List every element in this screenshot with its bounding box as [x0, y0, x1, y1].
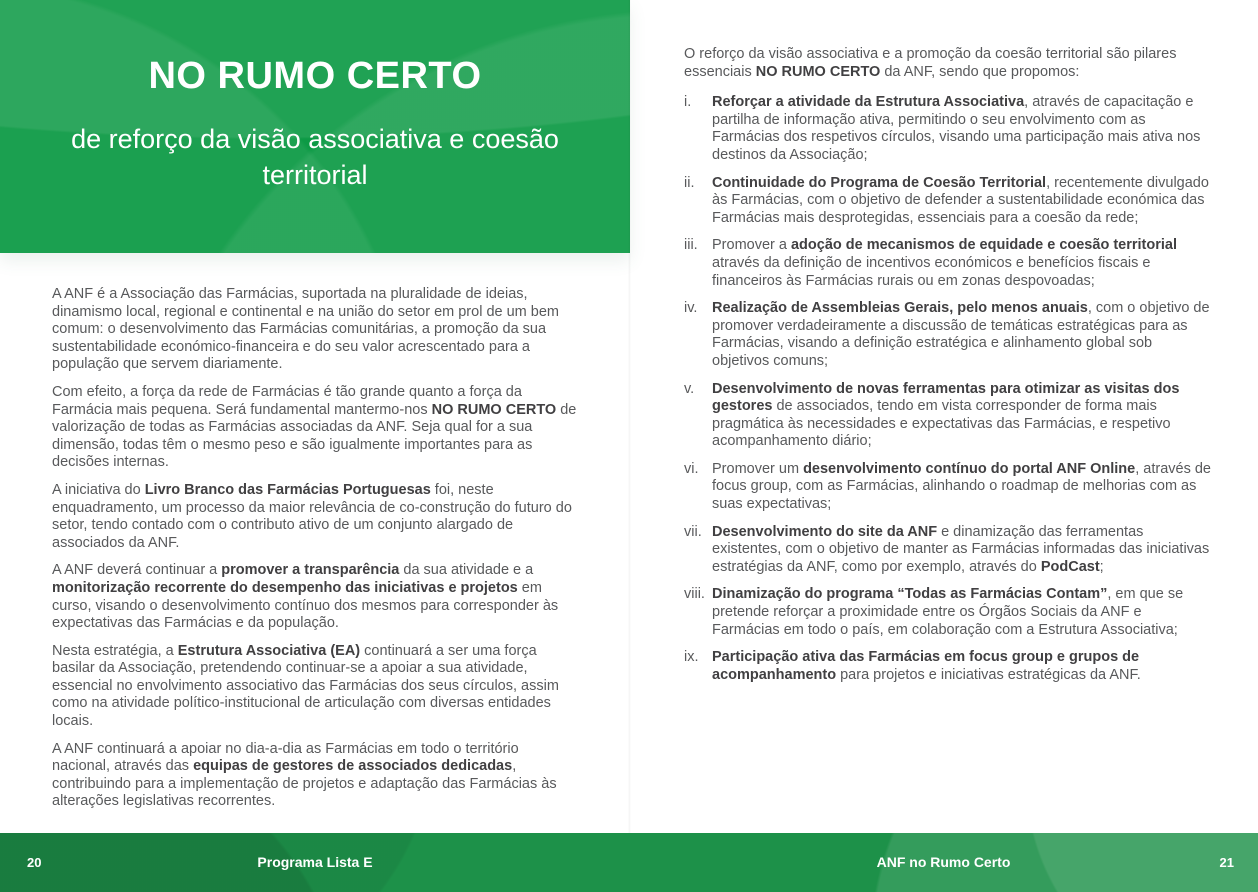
- list-numeral: iv.: [684, 300, 698, 317]
- list-text: Reforçar a atividade da Estrutura Associativa, através de capacitação e partilha de informação ativa, permitindo o seu envolvimento com as Farmácias dos respetivos círculos, visando uma participação mais ativa nos destinos da Associação;: [712, 94, 1201, 163]
- list-numeral: vii.: [684, 523, 702, 540]
- body-paragraph: A iniciativa do Livro Branco das Farmácias Portuguesas foi, neste enquadramento, um processo da maior relevância de co-construção do futuro do setor, tendo contado com o contributo ativo de um conjunto alargado de associados da ANF.: [52, 481, 572, 551]
- list-numeral: v.: [684, 380, 695, 397]
- list-text: Promover um desenvolvimento contínuo do portal ANF Online, através de focus group, com as Farmácias, alinhando o roadmap de melhorias com as suas expectativas;: [712, 460, 1211, 513]
- list-item: [684, 524, 1211, 577]
- list-text: Participação ativa das Farmácias em focus group e grupos de acompanhamento para projetos e iniciativas estratégicas da ANF.: [712, 649, 1141, 683]
- list-item: [684, 381, 1211, 451]
- page-number-right: 21: [1219, 855, 1234, 870]
- list-item: [684, 300, 1211, 370]
- list-text: Promover a adoção de mecanismos de equidade e coesão territorial através da definição de incentivos económicos e benefícios fiscais e financeiros às Farmácias rurais ou em zonas despovoadas;: [712, 237, 1177, 289]
- footer-section-label-left: Programa Lista E: [257, 854, 373, 870]
- list-numeral: i.: [684, 94, 692, 111]
- intro-paragraph: O reforço da visão associativa e a promoção da coesão territorial são pilares essenciais NO RUMO CERTO da ANF, sendo que propomos:: [684, 46, 1177, 80]
- list-item: [684, 461, 1211, 514]
- body-paragraph: Nesta estratégia, a Estrutura Associativa (EA) continuará a ser uma força basilar da Associação, pretendendo continuar-se a apoiar a sua atividade, essencial no envolvimento associativo das Farmácias dos seus círculos, assim como na atividade político-institucional de articulação com diversas entidades locais.: [52, 642, 559, 730]
- body-paragraph: Com efeito, a força da rede de Farmácias é tão grande quanto a força da Farmácia mais pequena. Será fundamental mantermo-nos NO RUMO CERTO de valorização de todas as Farmácias associadas da ANF. Seja qual for a sua dimensão, todas têm o mesmo peso e são igualmente importantes para as decisões internas.: [52, 383, 577, 471]
- footer-section-label-right: ANF no Rumo Certo: [876, 854, 1011, 870]
- roman-numeral-list: [684, 94, 1211, 684]
- list-text: Continuidade do Programa de Coesão Territorial, recentemente divulgado às Farmácias, com o objetivo de defender a sustentabilidade económica das Farmácias mais desprotegidas, essenciais para a coesão da rede;: [712, 174, 1209, 226]
- right-page-body: [684, 46, 1211, 694]
- footer-bar: [0, 833, 1258, 892]
- list-numeral: vi.: [684, 460, 699, 477]
- chapter-subtitle: de reforço da visão associativa e coesão territorial: [71, 124, 559, 190]
- body-paragraph: A ANF deverá continuar a promover a transparência da sua atividade e a monitorização recorrente do desempenho das iniciativas e projetos em curso, visando o desenvolvimento contínuo dos mesmos para corresponder às expectativas das Farmácias e da população.: [52, 562, 559, 632]
- body-paragraph: A ANF continuará a apoiar no dia-a-dia as Farmácias em todo o território nacional, através das equipas de gestores de associados dedicadas, contribuindo para a implementação de projetos e adaptação das Farmácias às alterações legislativas recorrentes.: [52, 740, 557, 810]
- list-item: [684, 237, 1211, 290]
- list-numeral: ix.: [684, 649, 699, 666]
- left-page-body: [52, 286, 579, 821]
- list-item: [684, 649, 1211, 684]
- body-paragraph: A ANF é a Associação das Farmácias, suportada na pluralidade de ideias, dinamismo local, regional e continental e na união do setor em prol de um bem comum: o desenvolvimento das Farmácias comunitárias, a promoção da sua sustentabilidade económico-financeira e do seu valor acrescentado para a população que servem diariamente.: [52, 286, 559, 373]
- chapter-header-banner: [0, 0, 630, 253]
- chapter-title: NO RUMO CERTO: [148, 55, 482, 97]
- list-item: [684, 175, 1211, 228]
- list-numeral: ii.: [684, 174, 695, 191]
- list-text: Dinamização do programa “Todas as Farmácias Contam”, em que se pretende reforçar a proximidade entre os Órgãos Sociais da ANF e Farmácias em todo o país, em colaboração com a Estrutura Associativa;: [712, 586, 1184, 638]
- page-number-left: 20: [27, 855, 42, 870]
- list-text: Realização de Assembleias Gerais, pelo menos anuais, com o objetivo de promover verdadeiramente a discussão de temáticas estratégicas para as Farmácias, visando a definição estratégica e alinhamento global sob objetivos comuns;: [712, 300, 1210, 369]
- list-text: Desenvolvimento do site da ANF e dinamização das ferramentas existentes, com o objetivo de manter as Farmácias informadas das iniciativas estratégias da ANF, como por exemplo, através do PodCast;: [712, 523, 1210, 575]
- list-item: [684, 94, 1211, 164]
- list-text: Desenvolvimento de novas ferramentas para otimizar as visitas dos gestores de associados, tendo em vista corresponder de forma mais pragmática às necessidades e expectativas das Farmácias, e respetivo acompanhamento diário;: [712, 380, 1180, 450]
- list-numeral: iii.: [684, 237, 698, 254]
- spread-gutter-shadow: [628, 0, 631, 833]
- list-numeral: viii.: [684, 586, 705, 603]
- list-item: [684, 586, 1211, 639]
